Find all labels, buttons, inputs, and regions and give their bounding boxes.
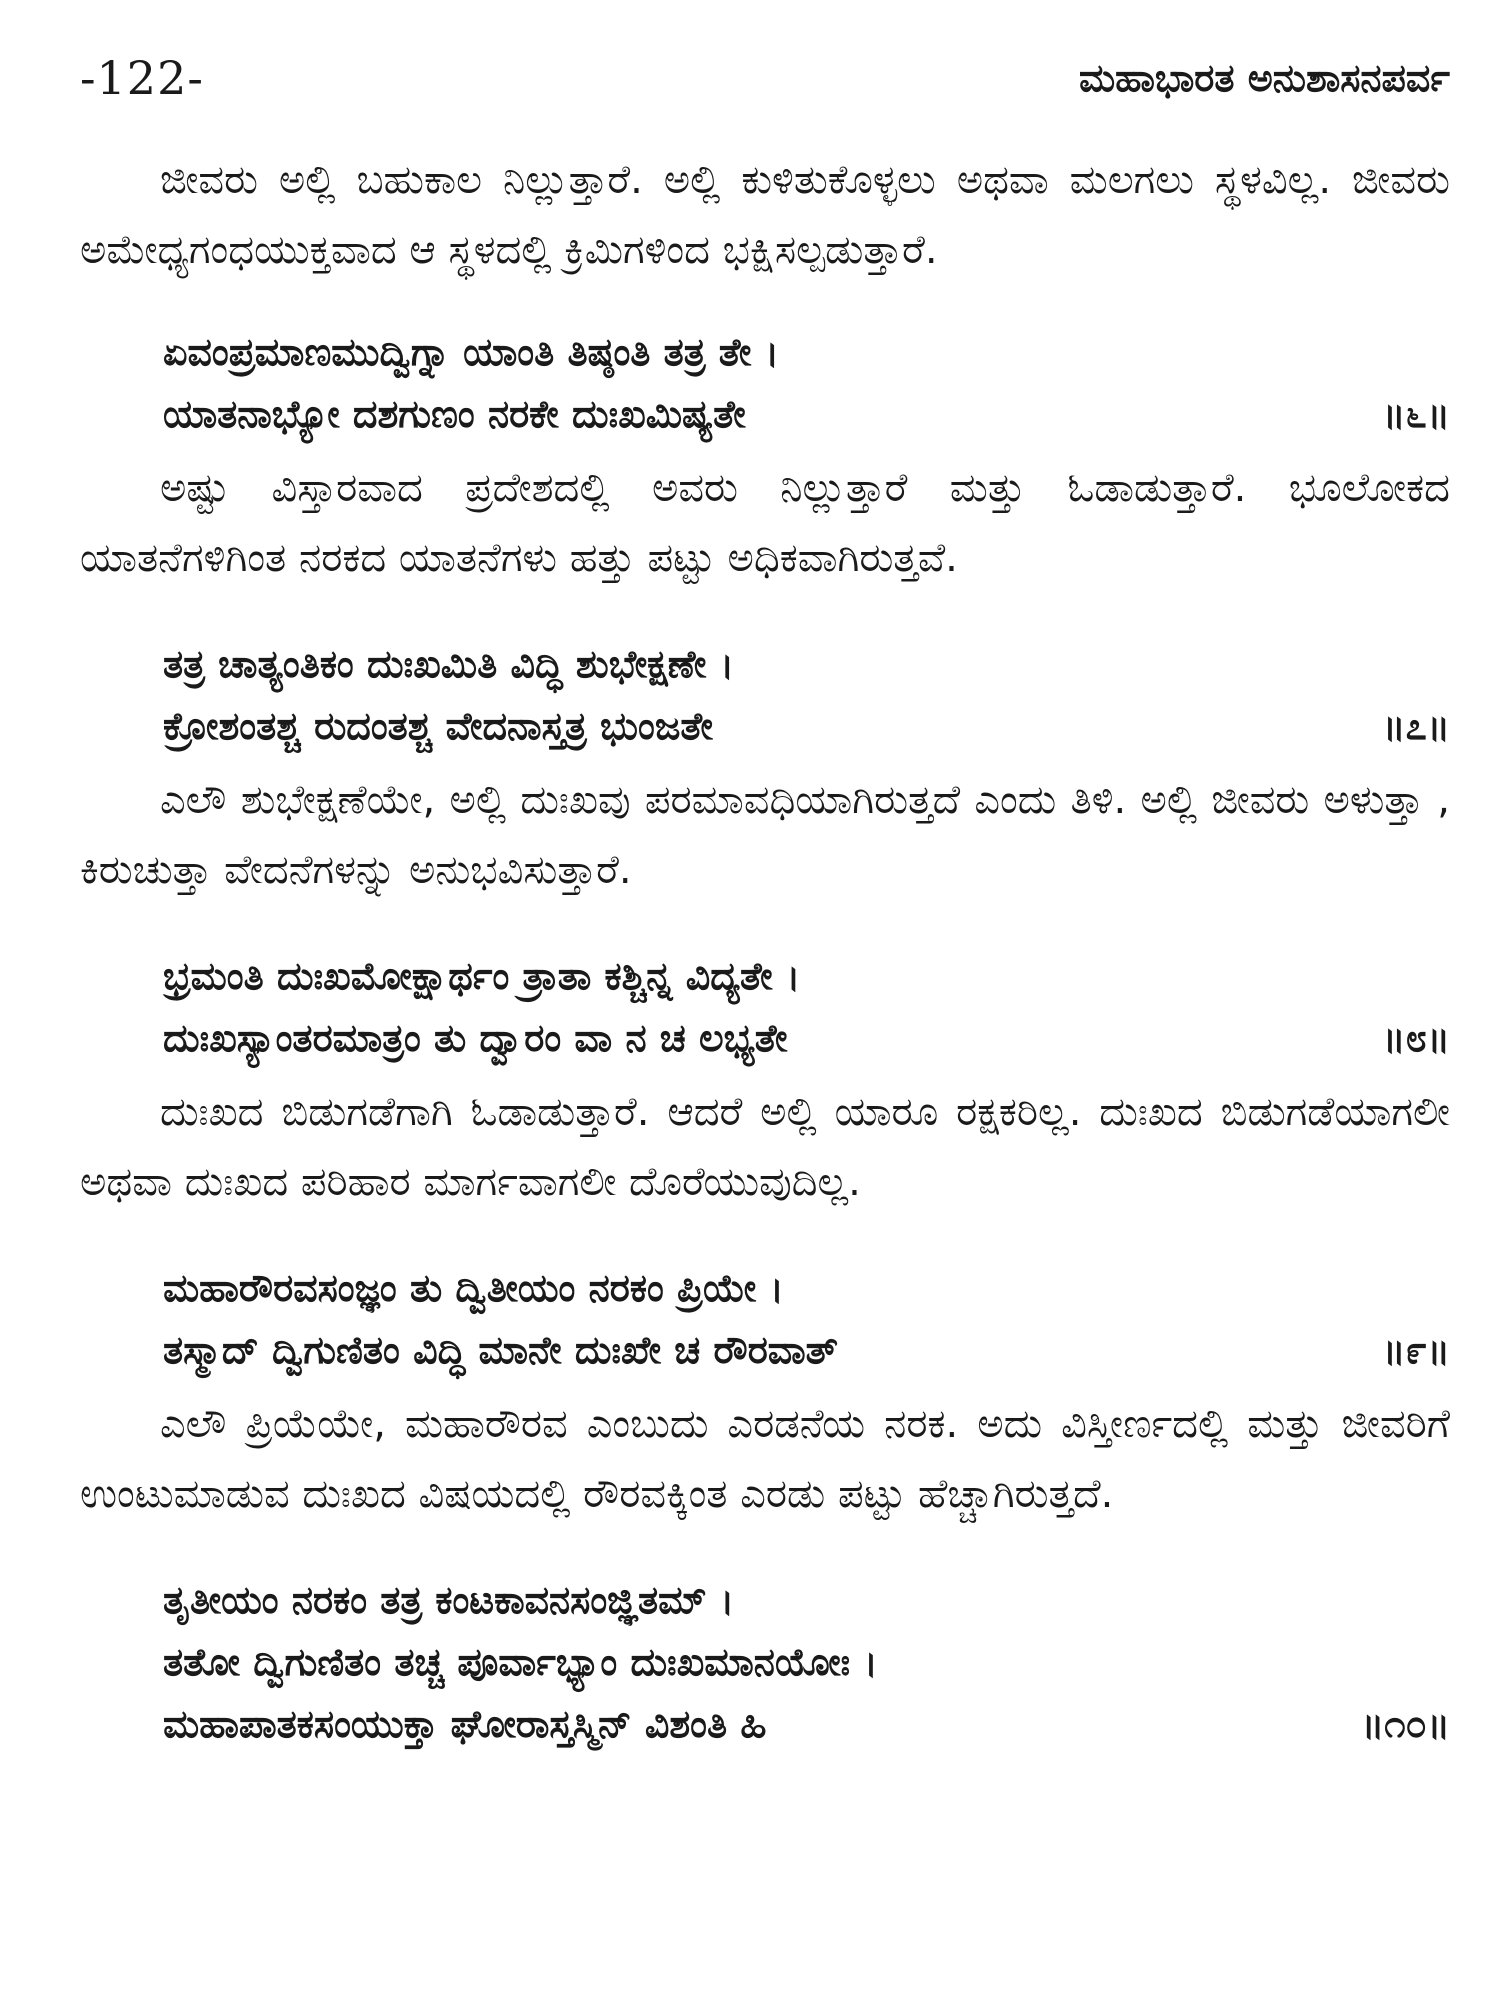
running-title: ಮಹಾಭಾರತ ಅನುಶಾಸನಪರ್ವ bbox=[1079, 55, 1450, 100]
verse-block bbox=[80, 633, 1450, 757]
verse-text: ತತೋ ದ್ವಿಗುಣಿತಂ ತಚ್ಚ ಪೂರ್ವಾಭ್ಯಾಂ ದುಃಖಮಾನಯೋಃ । bbox=[163, 1640, 878, 1684]
verse-number: ॥೧೦॥ bbox=[1361, 1702, 1450, 1746]
verse-text: ಮಹಾರೌರವಸಂಜ್ಞಂ ತು ದ್ವಿತೀಯಂ ನರಕಂ ಪ್ರಿಯೇ । bbox=[163, 1266, 784, 1310]
verse-line bbox=[80, 1569, 1450, 1631]
page-header bbox=[80, 48, 1450, 108]
verse-line bbox=[80, 695, 1450, 757]
verse-number: ॥೭॥ bbox=[1382, 704, 1450, 748]
verse-line bbox=[80, 945, 1450, 1007]
verse-line bbox=[80, 1007, 1450, 1069]
verse-text: ತಸ್ಮಾದ್ ದ್ವಿಗುಣಿತಂ ವಿದ್ಧಿ ಮಾನೇ ದುಃಖೇ ಚ ರೌರವಾತ್ bbox=[163, 1328, 839, 1372]
verse-text: ತತ್ರ ಚಾತ್ಯಂತಿಕಂ ದುಃಖಮಿತಿ ವಿದ್ಧಿ ಶುಭೇಕ್ಷಣೇ । bbox=[163, 642, 735, 686]
prose-paragraph: ಎಲೌ ಶುಭೇಕ್ಷಣೆಯೇ, ಅಲ್ಲಿ ದುಃಖವು ಪರಮಾವಧಿಯಾಗಿರುತ್ತದೆ ಎಂದು ತಿಳಿ. ಅಲ್ಲಿ ಜೀವರು ಅಳುತ್ತಾ , ಕಿರುಚುತ್ತಾ ವೇದನೆಗಳನ್ನು ಅನುಭವಿಸುತ್ತಾರೆ. bbox=[80, 777, 1450, 893]
verse-block bbox=[80, 1569, 1450, 1755]
verse-line bbox=[80, 1257, 1450, 1319]
verse-text: ಯಾತನಾಭ್ಯೋ ದಶಗುಣಂ ನರಕೇ ದುಃಖಮಿಷ್ಯತೇ bbox=[163, 392, 746, 436]
verse-block bbox=[80, 945, 1450, 1069]
verse-text: ಕ್ರೋಶಂತಶ್ಚ ರುದಂತಶ್ಚ ವೇದನಾಸ್ತತ್ರ ಭುಂಜತೇ bbox=[163, 704, 713, 748]
page-number: -122- bbox=[80, 51, 204, 105]
verse-text: ಏವಂಪ್ರಮಾಣಮುದ್ವಿಗ್ನಾ ಯಾಂತಿ ತಿಷ್ಠಂತಿ ತತ್ರ ತೇ । bbox=[163, 330, 780, 374]
verse-text: ದುಃಖಸ್ಯಾಂತರಮಾತ್ರಂ ತು ದ್ವಾರಂ ವಾ ನ ಚ ಲಭ್ಯತೇ bbox=[163, 1016, 788, 1060]
verse-line bbox=[80, 1693, 1450, 1755]
prose-paragraph: ಅಷ್ಟು ವಿಸ್ತಾರವಾದ ಪ್ರದೇಶದಲ್ಲಿ ಅವರು ನಿಲ್ಲುತ್ತಾರೆ ಮತ್ತು ಓಡಾಡುತ್ತಾರೆ. ಭೂಲೋಕದ ಯಾತನೆಗಳಿಗಿಂತ ನರಕದ ಯಾತನೆಗಳು ಹತ್ತು ಪಟ್ಟು ಅಧಿಕವಾಗಿರುತ್ತವೆ. bbox=[80, 465, 1450, 581]
page-body bbox=[80, 145, 1450, 1755]
verse-number: ॥೮॥ bbox=[1382, 1016, 1450, 1060]
verse-line bbox=[80, 1319, 1450, 1381]
prose-paragraph: ಜೀವರು ಅಲ್ಲಿ ಬಹುಕಾಲ ನಿಲ್ಲುತ್ತಾರೆ. ಅಲ್ಲಿ ಕುಳಿತುಕೊಳ್ಳಲು ಅಥವಾ ಮಲಗಲು ಸ್ಥಳವಿಲ್ಲ. ಜೀವರು ಅಮೇಧ್ಯಗಂಧಯುಕ್ತವಾದ ಆ ಸ್ಥಳದಲ್ಲಿ ಕ್ರಿಮಿಗಳಿಂದ ಭಕ್ಷಿಸಲ್ಪಡುತ್ತಾರೆ. bbox=[80, 157, 1450, 273]
verse-line bbox=[80, 321, 1450, 383]
prose-paragraph: ಎಲೌ ಪ್ರಿಯೆಯೇ, ಮಹಾರೌರವ ಎಂಬುದು ಎರಡನೆಯ ನರಕ. ಅದು ವಿಸ್ತೀರ್ಣದಲ್ಲಿ ಮತ್ತು ಜೀವರಿಗೆ ಉಂಟುಮಾಡುವ ದುಃಖದ ವಿಷಯದಲ್ಲಿ ರೌರವಕ್ಕಿಂತ ಎರಡು ಪಟ್ಟು ಹೆಚ್ಚಾಗಿರುತ್ತದೆ. bbox=[80, 1401, 1450, 1517]
verse-number: ॥೬॥ bbox=[1382, 392, 1450, 436]
verse-line bbox=[80, 383, 1450, 445]
verse-number: ॥೯॥ bbox=[1382, 1328, 1450, 1372]
verse-block bbox=[80, 1257, 1450, 1381]
verse-line bbox=[80, 633, 1450, 695]
prose-paragraph: ದುಃಖದ ಬಿಡುಗಡೆಗಾಗಿ ಓಡಾಡುತ್ತಾರೆ. ಆದರೆ ಅಲ್ಲಿ ಯಾರೂ ರಕ್ಷಕರಿಲ್ಲ. ದುಃಖದ ಬಿಡುಗಡೆಯಾಗಲೀ ಅಥವಾ ದುಃಖದ ಪರಿಹಾರ ಮಾರ್ಗವಾಗಲೀ ದೊರೆಯುವುದಿಲ್ಲ. bbox=[80, 1089, 1450, 1205]
verse-block bbox=[80, 321, 1450, 445]
verse-text: ಮಹಾಪಾತಕಸಂಯುಕ್ತಾ ಘೋರಾಸ್ತಸ್ಮಿನ್ ವಿಶಂತಿ ಹಿ bbox=[163, 1702, 767, 1746]
verse-text: ತೃತೀಯಂ ನರಕಂ ತತ್ರ ಕಂಟಕಾವನಸಂಜ್ಞಿತಮ್ । bbox=[163, 1578, 735, 1622]
verse-line bbox=[80, 1631, 1450, 1693]
verse-text: ಭ್ರಮಂತಿ ದುಃಖಮೋಕ್ಷಾರ್ಥಂ ತ್ರಾತಾ ಕಶ್ಚಿನ್ನ ವಿದ್ಯತೇ । bbox=[163, 954, 801, 998]
